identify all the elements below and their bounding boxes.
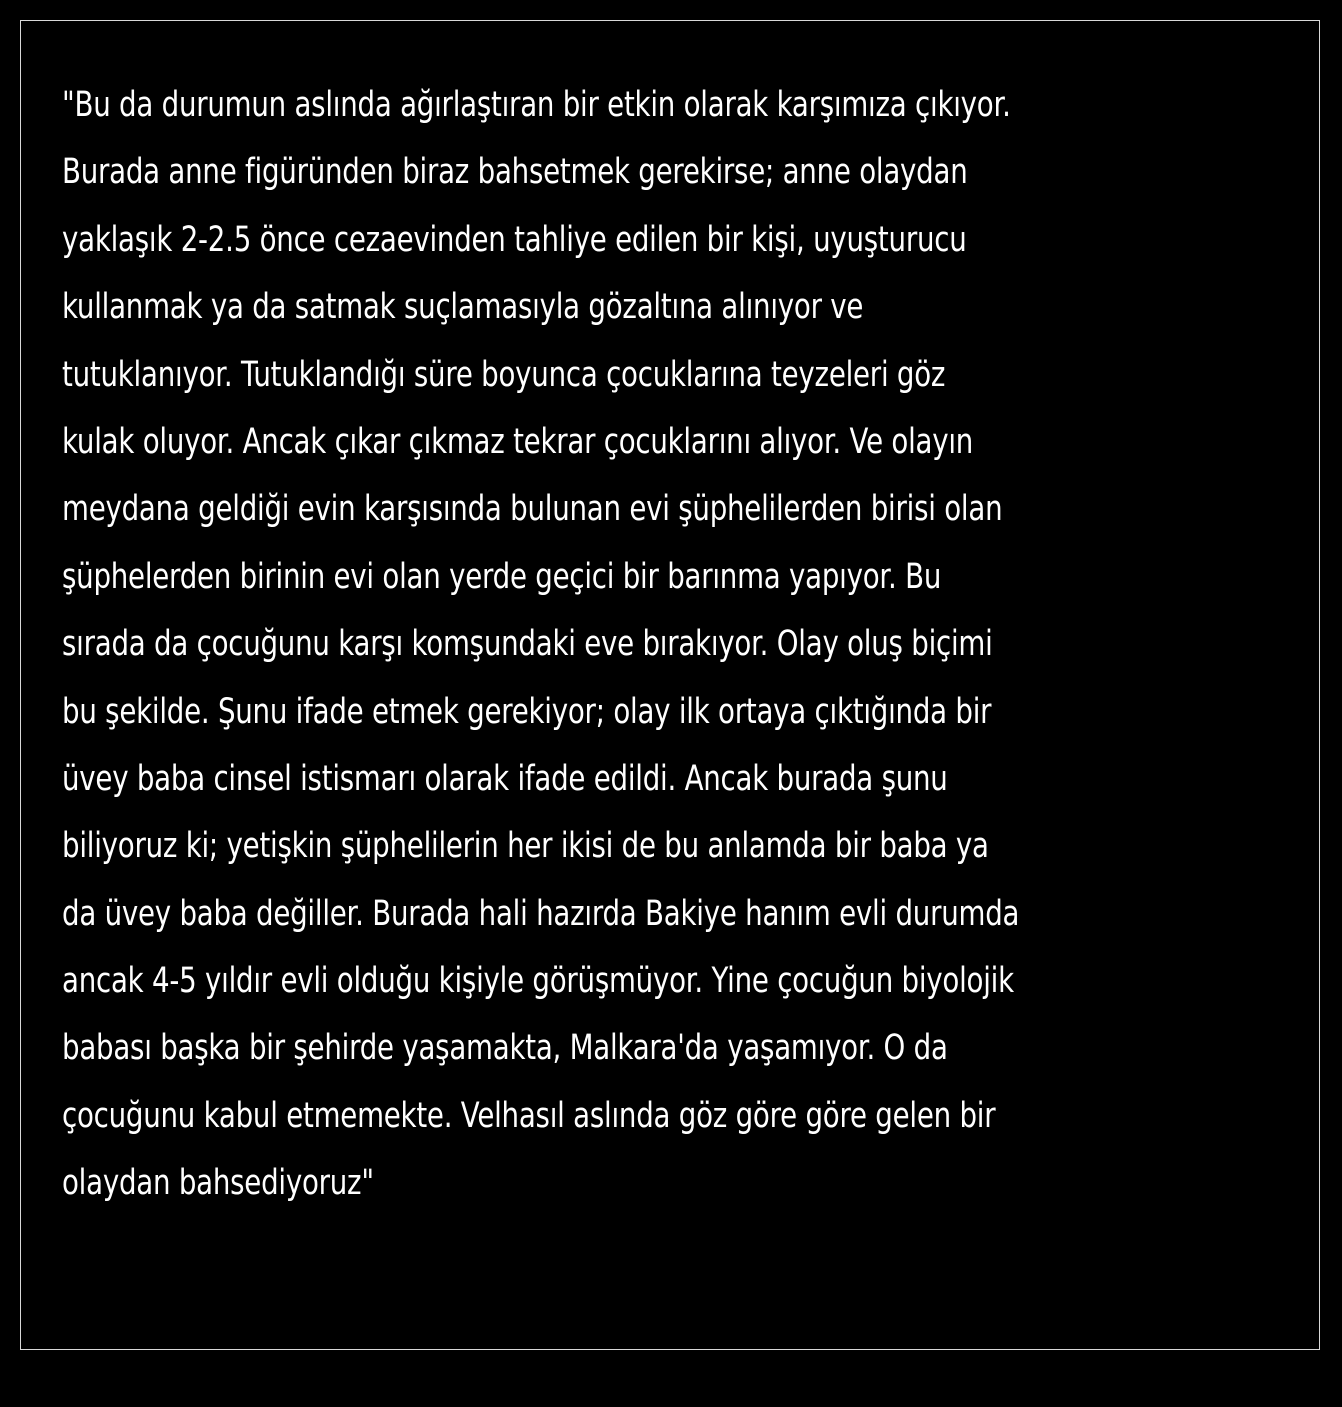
quote-line: "Bu da durumun aslında ağırlaştıran bir etkin olarak karşımıza çıkıyor. [62,85,1011,125]
quote-line: sırada da çocuğunu karşı komşundaki eve bırakıyor. Olay oluş biçimi [62,624,993,665]
quote-line: bu şekilde. Şunu ifade etmek gerekiyor; olay ilk ortaya çıktığında bir [62,691,992,732]
quote-line: meydana geldiği evin karşısında bulunan evi şüphelilerden birisi olan [62,489,1003,530]
quote-line: çocuğunu kabul etmemekte. Velhasıl aslında göz göre göre gelen bir [62,1095,996,1136]
quote-line: biliyoruz ki; yetişkin şüphelilerin her ikisi de bu anlamda bir baba ya [62,826,989,867]
quote-line: ancak 4-5 yıldır evli olduğu kişiyle görüşmüyor. Yine çocuğun biyolojik [62,961,1014,1002]
quote-line: kulak oluyor. Ancak çıkar çıkmaz tekrar çocuklarını alıyor. Ve olayın [62,421,974,462]
quote-line: babası başka bir şehirde yaşamakta, Malkara'da yaşamıyor. O da [62,1028,948,1069]
quote-line: Burada anne figüründen biraz bahsetmek gerekirse; anne olaydan [62,152,968,193]
quote-line: şüphelerden birinin evi olan yerde geçici bir barınma yapıyor. Bu [62,556,942,597]
quote-line: üvey baba cinsel istismarı olarak ifade edildi. Ancak burada şunu [62,758,948,799]
quote-line: tutuklanıyor. Tutuklandığı süre boyunca çocuklarına teyzeleri göz [62,354,946,395]
quote-line: kullanmak ya da satmak suçlamasıyla gözaltına alınıyor ve [62,287,864,328]
quote-text-block [62,72,1274,1218]
quote-line: olaydan bahsediyoruz" [62,1163,374,1204]
quote-line: da üvey baba değiller. Burada hali hazırda Bakiye hanım evli durumda [62,893,1020,934]
quote-line: yaklaşık 2-2.5 önce cezaevinden tahliye edilen bir kişi, uyuşturucu [62,219,967,260]
